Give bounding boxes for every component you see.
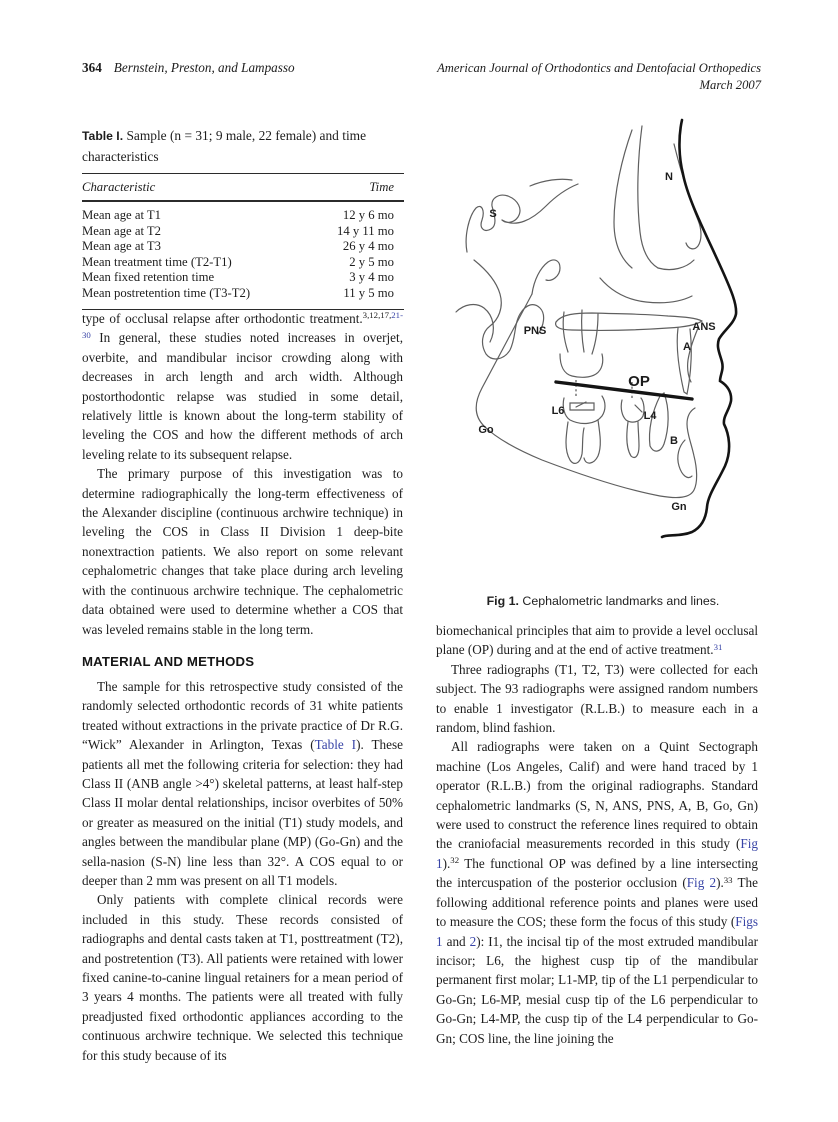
- citation-link[interactable]: 31: [713, 641, 723, 652]
- figure-caption-text: Cephalometric landmarks and lines.: [518, 594, 720, 608]
- paragraph: [82, 677, 403, 890]
- table-cell-time: 11 y 5 mo: [343, 285, 394, 300]
- text-run: ).: [442, 855, 451, 871]
- symphysis-inner-tracing: [678, 440, 692, 478]
- text-run: type of occlusal relapse after orthodontic treatment.: [82, 311, 363, 326]
- pterygomaxillary-tracing: [456, 305, 493, 342]
- table-caption: [82, 126, 404, 166]
- column-header-time: Time: [369, 180, 394, 194]
- lower-premolar-tracing: [621, 398, 644, 458]
- section-heading-material-and-methods: MATERIAL AND METHODS: [82, 653, 255, 669]
- text-run: The primary purpose of this investigation was to determine radiographically the long-term effectiveness of the Alexander discipline (continuous archwire technique) in leveling the COS in Class II Division 1 deep-bite nonextraction patients. We also report on some relevant cephalometric changes that take place during arch leveling with the continuous archwire technique. The cephalometric data obtained were used to determine whether a COS that was leveled remains stable in the long term.: [82, 466, 403, 637]
- table-cell-time: 2 y 5 mo: [349, 254, 394, 269]
- page-number: 364: [82, 60, 102, 75]
- table-row: [82, 208, 404, 224]
- figure-ref-link[interactable]: Fig 2: [686, 875, 717, 891]
- table-cell-characteristic: Mean age at T1: [82, 208, 162, 222]
- figure-ref-link[interactable]: Figs 1: [436, 914, 758, 949]
- text-run: ).: [716, 875, 724, 891]
- running-head-right: [437, 60, 761, 94]
- paragraph: [82, 890, 403, 1065]
- table-cell-time: 3 y 4 mo: [349, 270, 394, 285]
- pterygoid-tracing: [474, 260, 544, 359]
- upper-incisor-tracing: [677, 328, 691, 394]
- cranial-base-tracing: [502, 184, 578, 223]
- nasal-cavity-tracing: [638, 126, 658, 268]
- paragraph: [82, 464, 403, 639]
- table-cell-characteristic: Mean postretention time (T3-T2): [82, 285, 251, 300]
- text-run: Only patients with complete clinical records were included in this study. These records consisted of radiographs and dental casts taken at T1, posttreatment (T2), and postretention (T3). All patients were retained with lower fixed canine-to-canine lingual retainers for a mean period of 3 years 4 months. The patients were all treated with fully preadjusted fixed orthodontic appliances according to the continuous archwire technique. We selected this technique for this study because of its: [82, 892, 403, 1063]
- right-column: [436, 621, 758, 1048]
- text-run: In general, these studies noted increases in overjet, overbite, and mandibular incisor crowding along with decreases in arch length and arch width. Although postorthodontic relapse was studied in some detail, relatively little is known about the long-term stability of leveling the COS and how the different methods of arch leveling relate to its subsequent relapse.: [82, 330, 403, 462]
- citation-superscript: 32: [450, 855, 460, 866]
- lower-incisor-tracing: [649, 393, 668, 451]
- table-cell-characteristic: Mean fixed retention time: [82, 270, 215, 285]
- figure-ref-link[interactable]: 2: [469, 933, 477, 949]
- landmark-label-Go: Go: [478, 424, 494, 436]
- table-cell-characteristic: Mean age at T3: [82, 239, 162, 254]
- paragraph: [436, 737, 758, 1048]
- running-head-left: [82, 60, 295, 76]
- landmark-label-L4: L4: [643, 410, 657, 422]
- text-run: All radiographs were taken on a Quint Sectograph machine (Los Angeles, Calif) and were hand traced by 1 operator (R.L.B.) from the original radiographs. Standard cephalometric landmarks (S, N, ANS, PNS, A, B, Go, Gn) were used to construct the reference lines required to obtain the craniofacial measurements recorded in this study (: [436, 739, 758, 852]
- table-cell-time: 26 y 4 mo: [342, 239, 394, 254]
- landmark-label-Gn: Gn: [671, 501, 687, 513]
- text-run: The following additional reference points and planes were used to measure the COS; these form the focus of this study (: [436, 875, 759, 930]
- text-run: and: [442, 933, 470, 949]
- text-run: The sample for this retrospective study consisted of the randomly selected orthodontic records of 31 white patients treated without extractions in the private practice of Dr R.G. “Wick” Alexander in Arlington, Texas (: [82, 678, 403, 753]
- landmark-label-L6: L6: [551, 405, 565, 417]
- table-caption-label: Table I.: [82, 129, 124, 143]
- text-run: ). These patients all met the following criteria for selection: they had Class II (ANB angle >4°) skeletal patterns, at least half-step Class II molar dental relationships, incisor overbites of 50% or greater as measured on the initial (T1) study models, and angles between the mandibular plane (MP) (Go-Gn) and the sella-nasion (S-N) line less than 32°. A COS equal to or deeper than 2 mm was present on all T1 models.: [82, 737, 403, 888]
- running-authors: Bernstein, Preston, and Lampasso: [113, 60, 295, 75]
- table-row: [82, 239, 404, 255]
- table-cell-characteristic: Mean age at T2: [82, 223, 162, 238]
- upper-molar-roots-tracing: [563, 310, 598, 354]
- citation-superscript: 3,12,17,: [362, 310, 392, 321]
- cephalometric-tracing-svg: [436, 116, 770, 590]
- figure-1-caption: [436, 594, 770, 608]
- palate-upper-tracing: [556, 313, 702, 322]
- text-run: Three radiographs (T1, T2, T3) were collected for each subject. The 93 radiographs were assigned random numbers to enable 1 investigator (R.L.B.) to measure each in a random, blind fashion.: [436, 661, 758, 736]
- landmark-label-S: S: [489, 208, 497, 220]
- journal-issue: March 2007: [699, 78, 761, 92]
- table-row: [82, 270, 404, 286]
- clinoid-tracing: [530, 179, 572, 186]
- a-point-tracing: [688, 328, 698, 382]
- landmark-label-PNS: PNS: [523, 325, 547, 337]
- table-row: [82, 224, 404, 240]
- table-cell-characteristic: Mean treatment time (T2-T1): [82, 254, 232, 269]
- column-header-characteristic: Characteristic: [82, 180, 156, 194]
- nasal-bone-tracing: [674, 144, 701, 249]
- table-ref-link[interactable]: Table I: [314, 737, 357, 753]
- table-cell-time: 12 y 6 mo: [342, 208, 394, 222]
- journal-title: American Journal of Orthodontics and Dentofacial Orthopedics: [437, 61, 761, 75]
- citation-superscript: 33: [723, 874, 733, 885]
- table-1: [82, 126, 404, 310]
- table-caption-text: Sample (n = 31; 9 male, 22 female) and time characteristics: [82, 128, 367, 164]
- table-header-row: [82, 173, 404, 202]
- landmark-label-B: B: [670, 435, 678, 447]
- condyle-tracing: [532, 260, 560, 294]
- figure-ref-link[interactable]: Fig 1: [436, 836, 758, 871]
- table-body: [82, 202, 404, 310]
- paragraph: [436, 621, 758, 660]
- table-row: [82, 286, 404, 302]
- palate-lower-tracing: [556, 321, 702, 330]
- table-cell-time: 14 y 11 mo: [337, 223, 394, 238]
- frontal-bone-tracing: [614, 130, 632, 268]
- zygomatic-tracing: [600, 278, 692, 303]
- lower-molar-roots-tracing: [566, 420, 600, 463]
- text-run: The functional OP was defined by a line intersecting the intercuspation of the posterior occlusion (: [436, 855, 758, 891]
- l4-leader-line: [635, 405, 642, 412]
- landmark-label-ANS: ANS: [692, 321, 716, 333]
- paragraph: [82, 309, 403, 464]
- citation-link[interactable]: 21-30: [82, 310, 403, 340]
- table-row: [82, 255, 404, 271]
- figure-caption-label: Fig 1.: [486, 594, 519, 608]
- figure-1-cephalometric-tracing: [436, 116, 770, 590]
- paragraph: [436, 660, 758, 738]
- upper-molar-crown-tracing: [560, 354, 603, 377]
- left-column: [82, 309, 403, 1065]
- landmark-label-A: A: [683, 341, 691, 353]
- text-run: ): I1, the incisal tip of the most extruded mandibular incisor; L6, the highest cusp tip of the mandibular permanent first molar; L1-MP, tip of the L1 perpendicular to Go-Gn; L6-MP, mesial cusp tip of the L6 perpendicular to Go-Gn; L4-MP, the cusp tip of the L4 perpendicular to Go-Gn; COS line, the line joining the: [436, 933, 758, 1046]
- landmark-label-N: N: [665, 171, 673, 183]
- landmark-label-OP: OP: [628, 373, 650, 390]
- orbital-floor-tracing: [658, 260, 694, 270]
- text-run: biomechanical principles that aim to provide a level occlusal plane (OP) during and at the end of active treatment.: [436, 623, 758, 658]
